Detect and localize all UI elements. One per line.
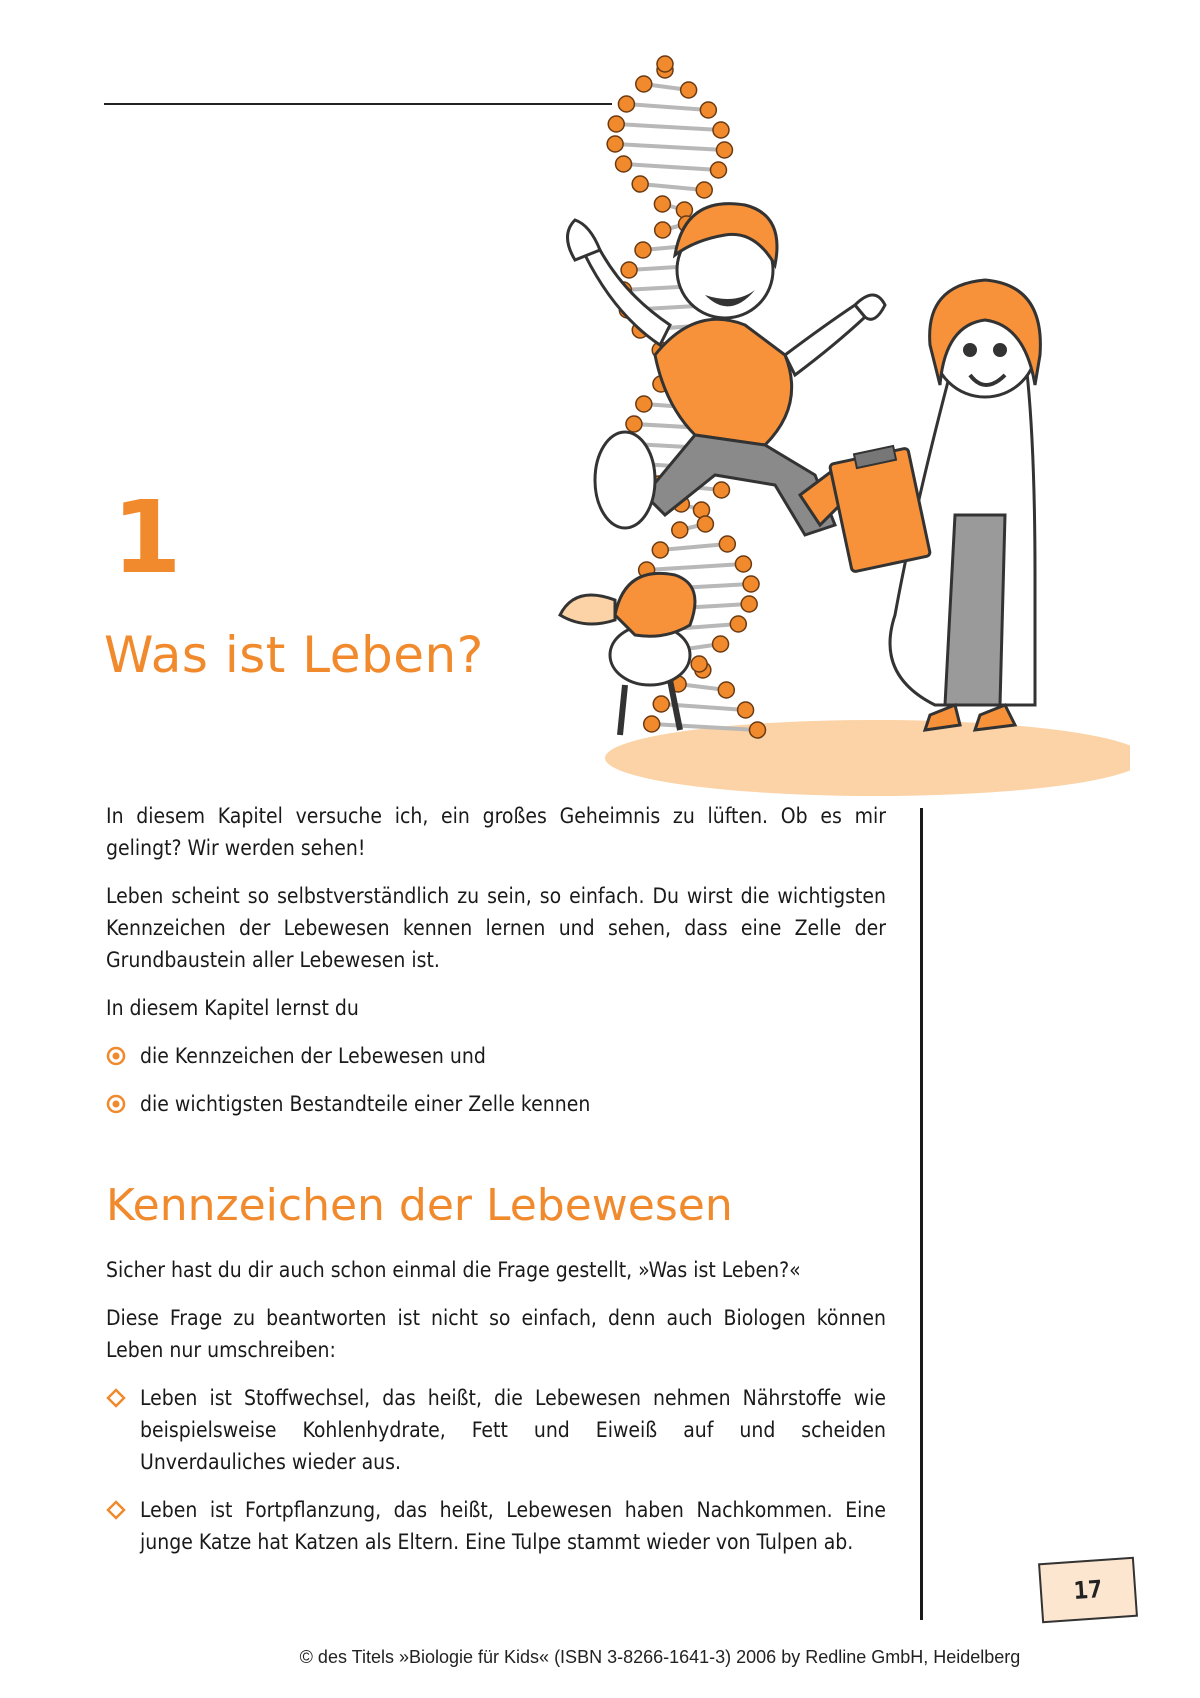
- list-item: [106, 1040, 886, 1072]
- main-content: [106, 800, 886, 1574]
- helix-bead: [713, 636, 729, 652]
- helix-bead: [657, 56, 673, 72]
- list-item-text: die wichtigsten Bestandteile einer Zelle kennen: [140, 1092, 591, 1116]
- chapter-title: Was ist Leben?: [104, 626, 484, 684]
- helix-bead: [652, 542, 668, 558]
- helix-bead: [730, 616, 746, 632]
- top-divider: [104, 103, 612, 105]
- right-margin-rule: [920, 808, 923, 1620]
- helix-rung: [660, 544, 727, 550]
- learn-lead: In diesem Kapitel lernst du: [106, 996, 359, 1020]
- helix-bead: [743, 576, 759, 592]
- helix-bead: [654, 196, 670, 212]
- helix-bead: [621, 262, 637, 278]
- list-item: [106, 1088, 886, 1120]
- helix-bead: [710, 162, 726, 178]
- helix-bead: [655, 222, 671, 238]
- helix-bead: [700, 102, 716, 118]
- helix-bead: [750, 722, 766, 738]
- helix-bead: [636, 76, 652, 92]
- intro-paragraph-1: In diesem Kapitel versuche ich, ein großes Geheimnis zu lüften. Ob es mir gelingt? Wir werden sehen!: [106, 804, 886, 860]
- target-bullet-icon: [106, 1094, 126, 1114]
- intro-paragraph-2: Leben scheint so selbstverständlich zu sein, so einfach. Du wirst die wichtigsten Kennzeichen der Lebewesen kennen lernen und sehen, dass eine Zelle der Grundbaustein aller Lebewesen ist.: [106, 884, 886, 972]
- helix-bead: [716, 142, 732, 158]
- diamond-bullet-icon: [106, 1388, 126, 1408]
- dna-kids-illustration: [555, 55, 1130, 815]
- helix-rung: [615, 144, 724, 150]
- section-heading: Kennzeichen der Lebewesen: [106, 1180, 733, 1231]
- section-paragraph-2: Diese Frage zu beantworten ist nicht so einfach, denn auch Biologen können Leben nur umschreiben:: [106, 1306, 886, 1363]
- helix-bead: [626, 416, 642, 432]
- helix-bead: [672, 522, 688, 538]
- helix-rung: [624, 164, 719, 170]
- helix-bead: [719, 536, 735, 552]
- helix-bead: [644, 716, 660, 732]
- helix-bead: [735, 556, 751, 572]
- helix-bead: [635, 242, 651, 258]
- copyright-footer: © des Titels »Biologie für Kids« (ISBN 3-8266-1641-3) 2006 by Redline GmbH, Heidelberg: [299, 1647, 1021, 1667]
- helix-bead: [607, 136, 623, 152]
- list-item: [106, 1494, 886, 1558]
- helix-rung: [626, 104, 708, 110]
- helix-bead: [632, 176, 648, 192]
- helix-bead: [697, 516, 713, 532]
- helix-bead: [718, 682, 734, 698]
- helix-bead: [636, 396, 652, 412]
- learn-list: [106, 1040, 886, 1120]
- helix-bead: [616, 156, 632, 172]
- list-item: [106, 1382, 886, 1478]
- chapter-number: 1: [112, 479, 182, 596]
- list-item-text: Leben ist Stoffwechsel, das heißt, die Lebewesen nehmen Nährstoffe wie beispielsweise Kohlenhydrate, Fett und Eiweiß auf und scheiden Unverdauliches wieder aus.: [140, 1386, 886, 1475]
- helix-bead: [618, 96, 634, 112]
- girl-figure: [829, 280, 1040, 730]
- dog-figure: [560, 573, 695, 735]
- list-item-text: die Kennzeichen der Lebewesen und: [140, 1044, 486, 1068]
- helix-bead: [691, 656, 707, 672]
- helix-bead: [681, 82, 697, 98]
- helix-bead: [713, 482, 729, 498]
- helix-bead: [741, 596, 757, 612]
- helix-rung: [647, 564, 744, 570]
- ground-shadow: [605, 720, 1130, 796]
- helix-bead: [653, 696, 669, 712]
- helix-bead: [713, 122, 729, 138]
- definition-list: [106, 1382, 886, 1558]
- page-number: 17: [1038, 1557, 1138, 1624]
- target-bullet-icon: [106, 1046, 126, 1066]
- helix-rung: [616, 124, 721, 130]
- helix-bead: [696, 182, 712, 198]
- helix-bead: [738, 702, 754, 718]
- section-paragraph-1: Sicher hast du dir auch schon einmal die Frage gestellt, »Was ist Leben?«: [106, 1258, 801, 1283]
- helix-bead: [608, 116, 624, 132]
- helix-rung: [640, 184, 704, 190]
- list-item-text: Leben ist Fortpflanzung, das heißt, Lebewesen haben Nachkommen. Eine junge Katze hat Katzen als Eltern. Eine Tulpe stammt wieder von Tulpen ab.: [140, 1498, 886, 1555]
- diamond-bullet-icon: [106, 1500, 126, 1520]
